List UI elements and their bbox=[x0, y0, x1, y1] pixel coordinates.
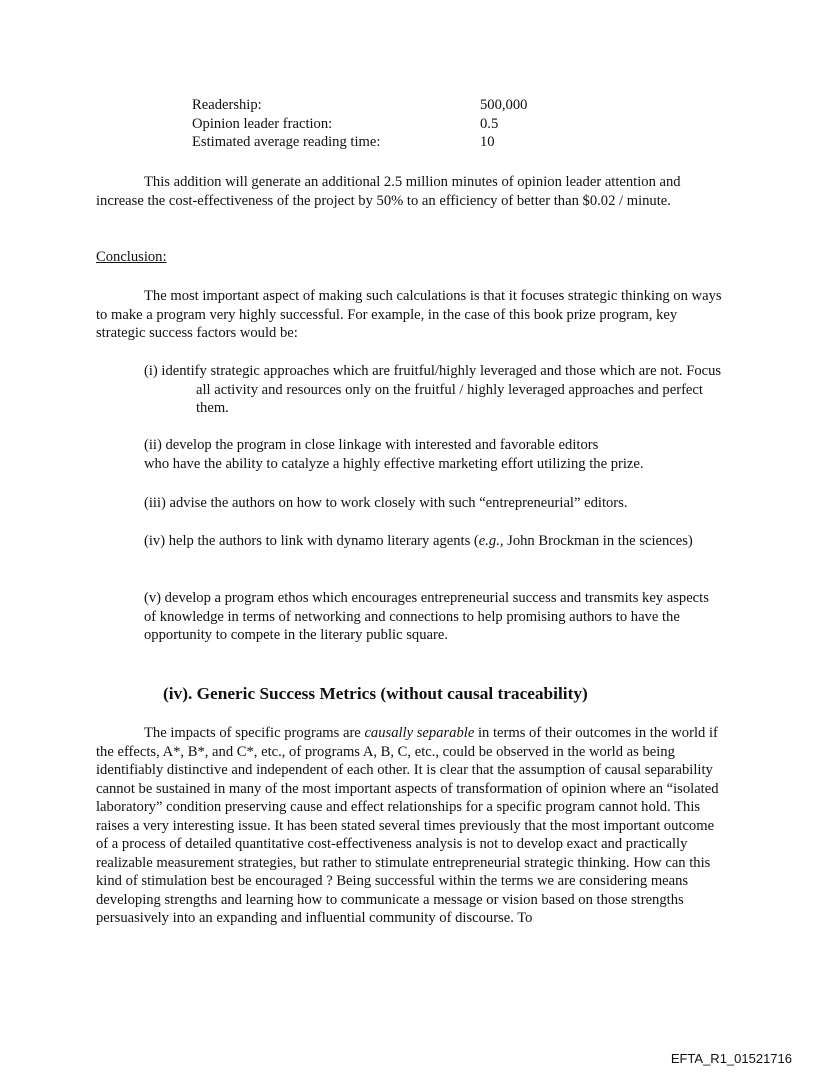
stat-row-opinion-leader-fraction bbox=[192, 115, 527, 134]
list-item-ii-line1: (ii) develop the program in close linkage with interested and favorable editors bbox=[144, 437, 599, 453]
list-item-ii-line2: who have the ability to catalyze a highly effective marketing effort utilizing the prize. bbox=[144, 455, 644, 472]
paragraph-metrics bbox=[96, 724, 726, 928]
paragraph-conclusion: The most important aspect of making such calculations is that it focuses strategic thinking on ways to make a program very highly successful. For example, in the case of this book prize program, key strategic success factors would be: bbox=[96, 288, 722, 341]
section-heading: (iv). Generic Success Metrics (without causal traceability) bbox=[163, 684, 588, 703]
stat-label: Opinion leader fraction: bbox=[192, 115, 333, 132]
list-item-iii: (iii) advise the authors on how to work closely with such “entrepreneurial” editors. bbox=[144, 495, 628, 511]
list-item-iv-emphasis: e.g., bbox=[478, 533, 504, 549]
stat-row-reading-time bbox=[192, 133, 527, 152]
list-item-i: (i) identify strategic approaches which are fruitful/highly leveraged and those which are not. Focus all activity and resources only on the fruitful / highly leveraged approaches and perfect them. bbox=[144, 363, 722, 416]
list-item-v: (v) develop a program ethos which encourages entrepreneurial success and transmits key aspects of knowledge in terms of networking and connections to help promising authors to have the opportunity to compete in the literary public square. bbox=[144, 590, 709, 643]
conclusion-label: Conclusion: bbox=[96, 249, 167, 265]
stat-row-readership bbox=[192, 96, 527, 115]
stat-label: Estimated average reading time: bbox=[192, 134, 381, 150]
stat-value: 10 bbox=[480, 134, 495, 150]
paragraph-metrics-emphasis: causally separable bbox=[364, 725, 475, 741]
list-item-iv bbox=[144, 532, 730, 551]
stat-value: 500,000 bbox=[480, 97, 528, 113]
list-item-iv-text-end: John Brockman in the sciences) bbox=[503, 533, 693, 549]
stat-label: Readership: bbox=[192, 97, 262, 113]
document-id-footer: EFTA_R1_01521716 bbox=[670, 1051, 792, 1066]
stats-table bbox=[192, 96, 527, 152]
conclusion-heading bbox=[96, 248, 726, 267]
paragraph-addition: This addition will generate an additional 2.5 million minutes of opinion leader attention and increase the cost-effectiveness of the project by 50% to an efficiency of better than $0.02 / minute. bbox=[96, 174, 681, 209]
list-item-ii bbox=[144, 436, 724, 473]
list-item-iv-text: (iv) help the authors to link with dynamo literary agents ( bbox=[144, 533, 479, 549]
paragraph-metrics-text-end: in terms of their outcomes in the world if the effects, A*, B*, and C*, etc., of programs A, B, C, etc., could be observed in the world as being identifiably distinctive and independent of each other. It is clear that the assumption of causal separability cannot be sustained in many of the most important aspects of transformation of opinion where an “isolated laboratory” condition preserving cause and effect relationships for a specific program cannot hold. This raises a very interesting issue. It has been stated several times previously that the most important outcome of a process of detailed quantitative cost-effectiveness analysis is not to develop exact and practically realizable measurement strategies, but rather to stimulate entrepreneurial strategic thinking. How can this kind of stimulation best be encouraged ? Being successful within the terms we are considering means developing strengths and learning how to communicate a message or vision based on those strengths persuasively into an expanding and influential community of discourse. To bbox=[96, 725, 719, 926]
paragraph-metrics-text: The impacts of specific programs are bbox=[144, 725, 365, 741]
stat-value: 0.5 bbox=[480, 115, 499, 132]
